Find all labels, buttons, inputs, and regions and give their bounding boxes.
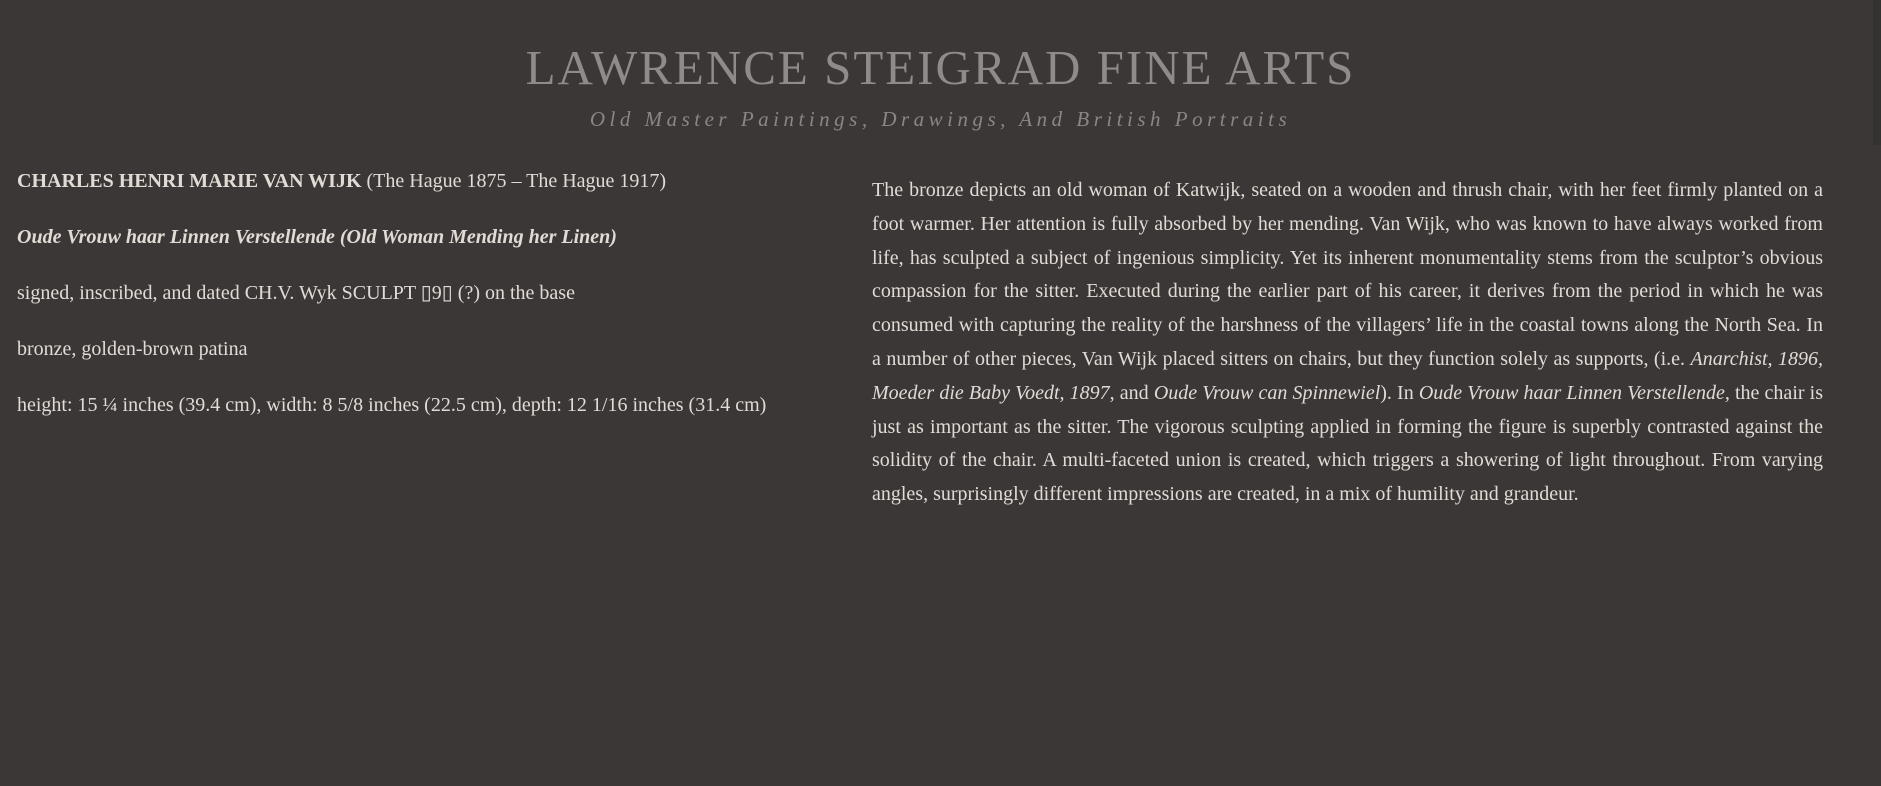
description-italic-works: Anarchist, 1896, Moeder die Baby Voedt, 1897 bbox=[872, 347, 1824, 404]
artist-dates: (The Hague 1875 – The Hague 1917) bbox=[361, 170, 667, 192]
description-text-4: the chair is just as important as the sitter. The vigorous sculpting applied in forming the figure is superbly contrasted against the solidity of the chair. A multi-faceted union is created, which triggers a showering of light throughout. From varying angles, surprisingly different impressions are created, in a mix of humility and grandeur. bbox=[872, 381, 1823, 506]
artwork-medium: bronze, golden-brown patina bbox=[17, 338, 248, 360]
description-text-2: , and bbox=[1109, 381, 1154, 404]
description-text-3: ). In bbox=[1380, 381, 1419, 404]
artwork-title: Oude Vrouw haar Linnen Verstellende (Old Woman Mending her Linen) bbox=[17, 226, 617, 248]
description-paragraph bbox=[872, 174, 1823, 512]
artwork-details bbox=[17, 168, 857, 448]
artist-name: CHARLES HENRI MARIE VAN WIJK bbox=[17, 170, 362, 192]
artwork-inscription: signed, inscribed, and dated CH.V. Wyk SCULPT ▯9▯ (?) on the base bbox=[17, 282, 575, 304]
description-italic-title: Oude Vrouw haar Linnen Verstellende, bbox=[1418, 381, 1730, 404]
artwork-description bbox=[872, 174, 1823, 512]
artist-line bbox=[17, 168, 857, 194]
artwork-dimensions: height: 15 ¼ inches (39.4 cm), width: 8 5/8 inches (22.5 cm), depth: 12 1/16 inches (31.4 cm) bbox=[17, 394, 767, 416]
description-italic-spinnewiel: Oude Vrouw can Spinnewiel bbox=[1153, 381, 1381, 404]
scrollbar-thumb[interactable] bbox=[1873, 0, 1881, 145]
description-text-1: The bronze depicts an old woman of Katwijk, seated on a wooden and thrush chair, with her feet firmly planted on a foot warmer. Her attention is fully absorbed by her mending. Van Wijk, who was known to have always worked from life, has sculpted a subject of ingenious simplicity. Yet its inherent monumentality stems from the sculptor’s obvious compassion for the sitter. Executed during the earlier part of his career, it derives from the period in which he was consumed with capturing the reality of the harshness of the villagers’ life in the coastal towns along the North Sea. In a number of other pieces, Van Wijk placed sitters on chairs, but they function solely as supports, (i.e. bbox=[872, 179, 1823, 370]
site-title[interactable]: LAWRENCE STEIGRAD FINE ARTS bbox=[525, 40, 1356, 95]
site-subtitle: Old Master Paintings, Drawings, And British Portraits bbox=[589, 107, 1292, 131]
